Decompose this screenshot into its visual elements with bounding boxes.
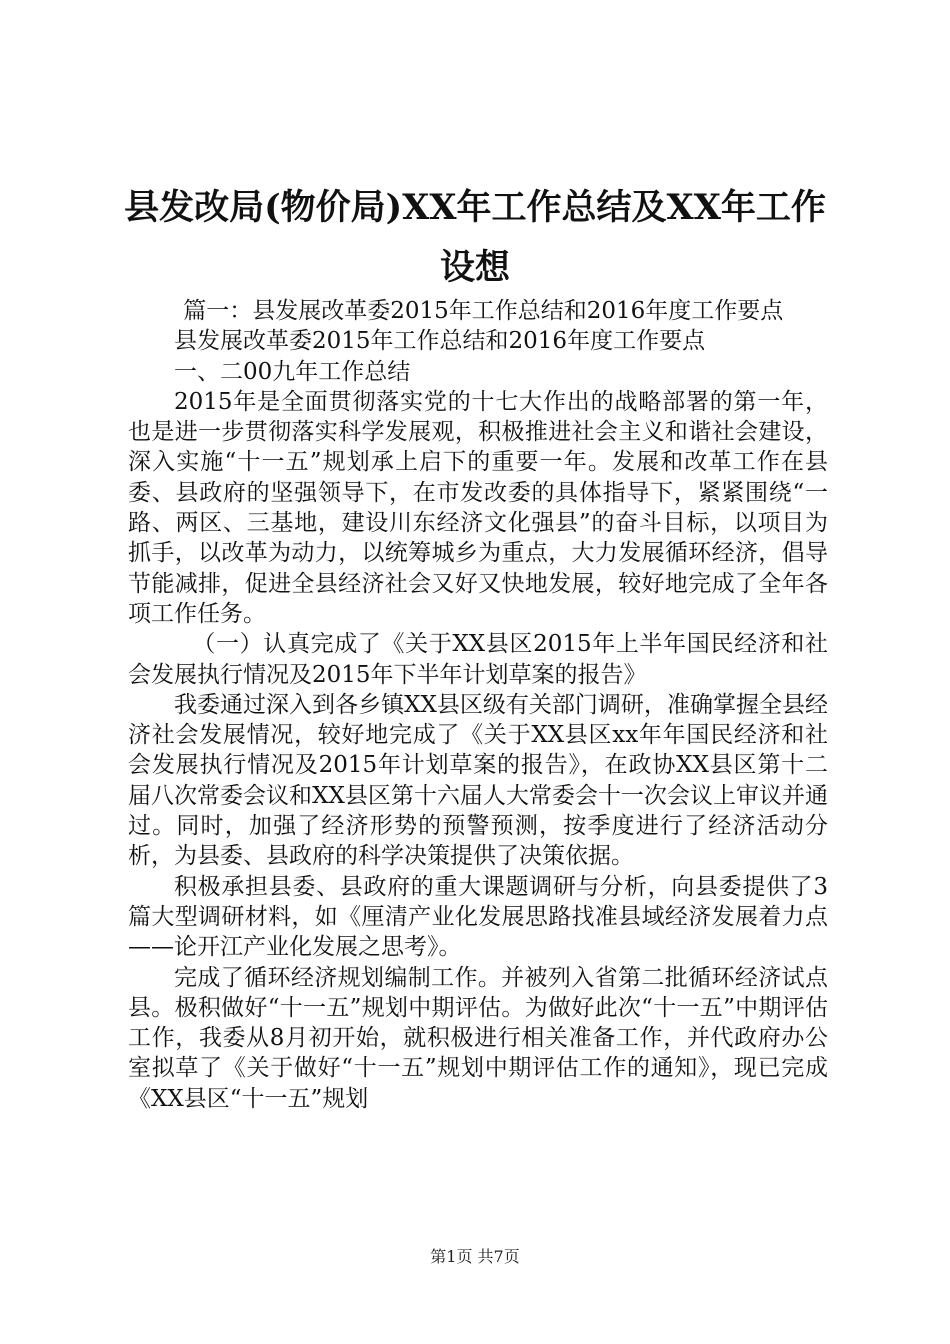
- page-footer: 第1页 共7页: [430, 1247, 520, 1266]
- title-line-2: 设想: [439, 247, 510, 288]
- heading-summary: 一、二00九年工作总结: [174, 358, 411, 385]
- body-paragraph: （一）认真完成了《关于XX县区2015年上半年国民经济和社会发展执行情况及2015年下半年计划草案的报告》: [128, 631, 828, 688]
- subtitle: 县发展改革委2015年工作总结和2016年度工作要点: [174, 328, 706, 355]
- section-heading: 篇一：县发展改革委2015年工作总结和2016年度工作要点: [183, 298, 784, 324]
- body-paragraph: 完成了循环经济规划编制工作。并被列入省第二批循环经济试点县。极积做好“十一五”规划中期评估。为做好此次“十一五”中期评估工作，我委从8月初开始，就积极进行相关准备工作，并代政府办公室拟草了《关于做好“十一五”规划中期评估工作的通知》，现已完成《XX县区“十一五”规划: [128, 964, 828, 1112]
- body-paragraph: 积极承担县委、县政府的重大课题调研与分析，向县委提供了3篇大型调研材料，如《厘清产业化发展思路找准县域经济发展着力点——论开江产业化发展之思考》。: [128, 873, 828, 961]
- title-line-1: 县发改局(物价局)XX年工作总结及XX年工作: [124, 187, 826, 228]
- document-body: [128, 296, 828, 1114]
- document-title: [100, 178, 850, 298]
- body-paragraph: 2015年是全面贯彻落实党的十七大作出的战略部署的第一年，也是进一步贯彻落实科学发展观，积极推进社会主义和谐社会建设，深入实施“十一五”规划承上启下的重要一年。发展和改革工作在县委、县政府的坚强领导下，在市发改委的具体指导下，紧紧围绕“一路、两区、三基地，建设川东经济文化强县”的奋斗目标，以项目为抓手，以改革为动力，以统筹城乡为重点，大力发展循环经济，倡导节能减排，促进全县经济社会又好又快地发展，较好地完成了全年各项工作任务。: [128, 388, 828, 627]
- body-paragraph: 我委通过深入到各乡镇XX县区级有关部门调研，准确掌握全县经济社会发展情况，较好地完成了《关于XX县区xx年年国民经济和社会发展执行情况及2015年计划草案的报告》，在政协XX县区第十二届八次常委会议和XX县区第十六届人大常委会十一次会议上审议并通过。同时，加强了经济形势的预警预测，按季度进行了经济活动分析，为县委、县政府的科学决策提供了决策依据。: [128, 691, 828, 870]
